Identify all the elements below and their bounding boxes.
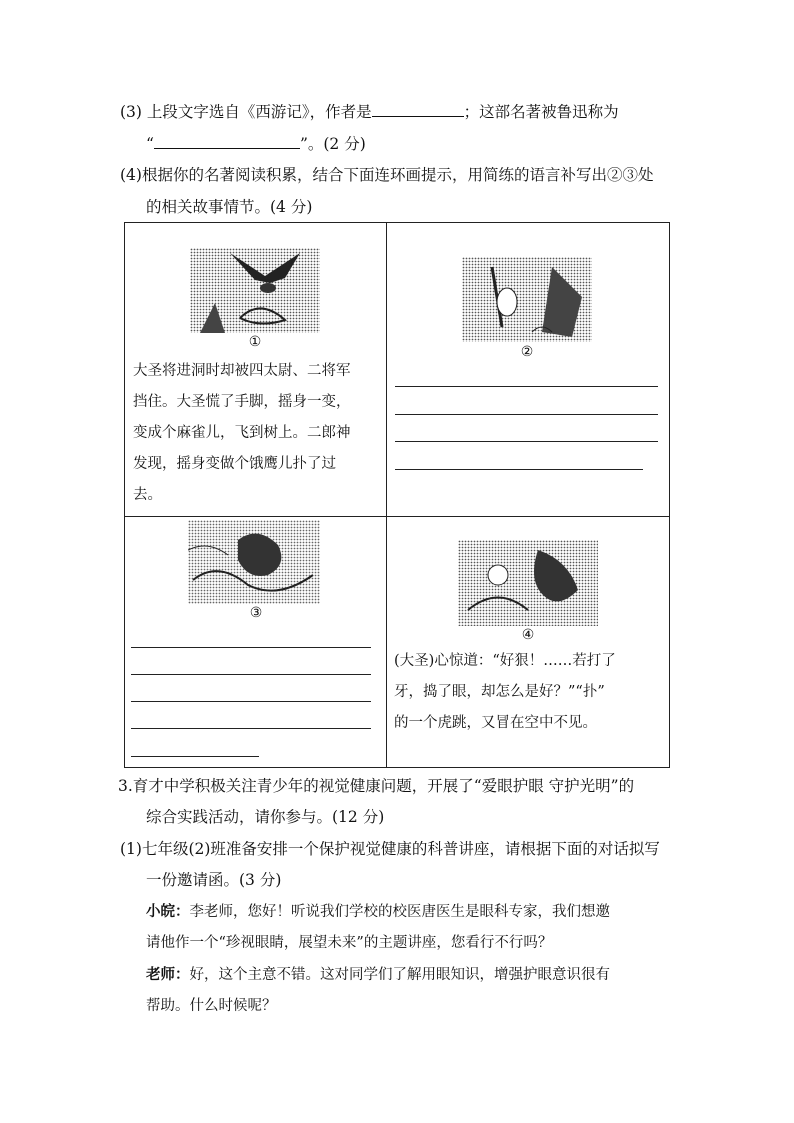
panel2-illustration — [462, 257, 592, 342]
panel2-answer-line-3[interactable] — [395, 441, 658, 442]
eagle-icon — [190, 248, 320, 333]
q1-line1: (1)七年级(2)班准备安排一个保护视觉健康的科普讲座，请根据下面的对话拟写 — [120, 840, 660, 858]
dialog-teacher-line1: 老师：好，这个主意不错。这对同学们了解用眼知识，增强护眼意识很有 — [146, 966, 610, 983]
q4-line1: (4)根据你的名著阅读积累，结合下面连环画提示，用简练的语言补写出②③处 — [120, 166, 654, 184]
panel2-answer-line-2[interactable] — [395, 414, 658, 415]
panel2-answer-line-4[interactable] — [395, 469, 643, 470]
q1-line2: 一份邀请函。(3 分) — [146, 871, 282, 889]
grid-divider-horizontal — [124, 516, 670, 517]
q3-line2: “ ”。(2 分) — [146, 135, 366, 153]
dialog-xiaowan-line1: 小皖：李老师，您好！听说我们学校的校医唐医生是眼科专家，我们想邀 — [146, 903, 610, 920]
panel3-answer-line-3[interactable] — [131, 701, 371, 702]
grid-divider-vertical — [386, 222, 387, 768]
speaker-xiaowan: 小皖： — [146, 903, 190, 920]
panel3-answer-line-5[interactable] — [131, 756, 259, 757]
cloud-battle-icon — [188, 520, 320, 604]
panel4-number: ④ — [521, 627, 535, 643]
panel4-text: (大圣)心惊道：“好狠！……若打了 牙，捣了眼，却怎么是好？”“扑” 的一个虎跳，又冒在空中不见。 — [394, 653, 616, 731]
panel3-answer-line-4[interactable] — [131, 728, 371, 729]
panel3-answer-line-1[interactable] — [131, 647, 371, 648]
panel1-illustration — [190, 248, 320, 333]
author-blank[interactable] — [372, 102, 464, 117]
dialog-xiaowan-line2: 请他作一个“珍视眼睛，展望未来”的主题讲座，您看行不行吗？ — [146, 935, 553, 951]
q3-line1: (3) 上段文字选自《西游记》，作者是 ；这部名著被鲁迅称为 — [120, 103, 619, 121]
tiger-leap-icon — [458, 540, 598, 626]
panel2-number: ② — [520, 344, 534, 360]
q-main-line2: 综合实践活动，请你参与。(12 分) — [146, 808, 385, 826]
panel1-number: ① — [248, 334, 262, 350]
q4-line2: 的相关故事情节。(4 分) — [146, 198, 313, 216]
panel1-text: 大圣将进洞时却被四太尉、二将军 挡住。大圣慌了手脚，摇身一变， 变成个麻雀儿，飞到树上。二郎神 发现，摇身变做个饿鹰儿扑了过 去。 — [133, 363, 351, 503]
panel4-illustration — [458, 540, 598, 626]
panel3-answer-line-2[interactable] — [131, 674, 371, 675]
q-main-line1: 3.育才中学积极关注青少年的视觉健康问题，开展了“爱眼护眼 守护光明”的 — [118, 777, 635, 795]
speaker-teacher: 老师： — [146, 966, 190, 983]
panel2-answer-line-1[interactable] — [395, 386, 658, 387]
dialog-teacher-line2: 帮助。什么时候呢？ — [146, 998, 277, 1014]
lu-xun-blank[interactable] — [154, 134, 300, 149]
panel3-illustration — [188, 520, 320, 604]
crane-icon — [462, 257, 592, 342]
panel3-number: ③ — [249, 605, 263, 621]
